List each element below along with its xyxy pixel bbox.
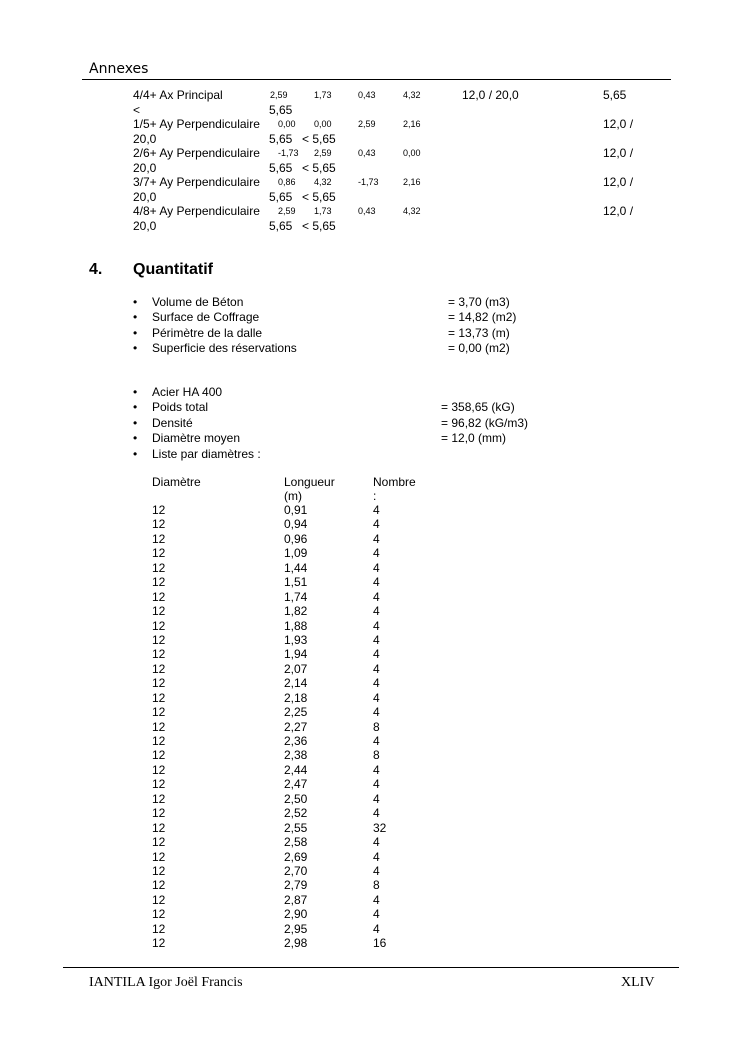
axis-value-3: 0,43 [358, 206, 376, 216]
axis-result: 12,0 / [603, 146, 634, 160]
axis-value-1: -1,73 [278, 148, 299, 158]
cell-longueur: 1,44 [284, 560, 308, 575]
cell-diametre: 12 [152, 661, 166, 676]
cell-longueur: 0,94 [284, 517, 308, 532]
cell-diametre: 12 [152, 748, 166, 763]
cell-longueur: 2,95 [284, 921, 308, 936]
cell-diametre: 12 [152, 907, 166, 922]
axis-wrap-2: 5,65 [269, 161, 293, 175]
cell-diametre: 12 [152, 517, 166, 532]
cell-longueur: 0,91 [284, 503, 308, 517]
bullet-icon: • [133, 385, 138, 399]
cell-nombre: 4 [373, 575, 380, 590]
axis-value-3: 0,43 [358, 148, 376, 158]
cell-longueur: 2,07 [284, 661, 308, 676]
cell-diametre: 12 [152, 604, 166, 619]
cell-nombre: 4 [373, 690, 380, 705]
bullet-icon: • [133, 341, 138, 356]
cell-longueur: 2,27 [284, 719, 308, 734]
axis-name: 3/7+ Ay Perpendiculaire [133, 175, 260, 189]
item-label: Poids total [152, 400, 209, 415]
cell-longueur: 1,74 [284, 589, 308, 604]
cell-longueur: 2,25 [284, 705, 308, 720]
axis-wrap-3: < 5,65 [302, 161, 336, 175]
cell-nombre: 4 [373, 762, 380, 777]
footer-divider [63, 967, 679, 968]
axis-value-4: 2,16 [403, 119, 421, 129]
axis-name: 4/4+ Ax Principal [133, 88, 223, 102]
cell-nombre: 4 [373, 546, 380, 561]
bullet-icon: • [133, 400, 138, 415]
axis-name: 1/5+ Ay Perpendiculaire [133, 117, 260, 131]
cell-nombre: 4 [373, 503, 380, 517]
cell-nombre: 4 [373, 835, 380, 850]
item-value: = 96,82 (kG/m3) [441, 415, 529, 430]
item-value: = 358,65 (kG) [441, 400, 515, 415]
footer-author: IANTILA Igor Joël Francis [89, 975, 243, 990]
axis-value-4: 2,16 [403, 177, 421, 187]
cell-diametre: 12 [152, 589, 166, 604]
axis-wrap-3: < 5,65 [302, 190, 336, 204]
cell-longueur: 2,18 [284, 690, 308, 705]
bullet-icon: • [133, 415, 138, 430]
cell-diametre: 12 [152, 618, 166, 633]
item-value: = 12,0 (mm) [441, 431, 507, 446]
axis-wrap-2: 5,65 [269, 190, 293, 204]
page-header-title: Annexes [89, 61, 149, 77]
cell-longueur: 1,09 [284, 546, 308, 561]
cell-nombre: 32 [373, 820, 387, 835]
axis-result: 12,0 / [603, 204, 634, 218]
item-label: Liste par diamètres : [152, 446, 261, 461]
axis-wrap-3: < 5,65 [302, 219, 336, 233]
cell-diametre: 12 [152, 676, 166, 691]
cell-diametre: 12 [152, 762, 166, 777]
axis-value-2: 2,59 [314, 148, 332, 158]
cell-diametre: 12 [152, 734, 166, 748]
cell-diametre: 12 [152, 849, 166, 864]
cell-nombre: 4 [373, 647, 380, 662]
item-label: Surface de Coffrage [152, 310, 260, 325]
cell-longueur: 1,82 [284, 604, 308, 619]
axis-wrap-2: 5,65 [269, 219, 293, 233]
cell-longueur: 2,47 [284, 777, 308, 792]
axis-value-1: 2,59 [270, 90, 288, 100]
cell-diametre: 12 [152, 531, 166, 546]
axis-value-4: 4,32 [403, 206, 421, 216]
cell-nombre: 4 [373, 560, 380, 575]
bullet-icon: • [133, 446, 138, 461]
cell-nombre: 16 [373, 936, 387, 951]
cell-diametre: 12 [152, 892, 166, 907]
axis-value-1: 0,86 [278, 177, 296, 187]
axis-value-3: 2,59 [358, 119, 376, 129]
axis-name: 2/6+ Ay Perpendiculaire [133, 146, 260, 160]
bullet-icon: • [133, 310, 138, 325]
cell-diametre: 12 [152, 777, 166, 792]
bullet-icon: • [133, 325, 138, 340]
cell-diametre: 12 [152, 806, 166, 821]
cell-diametre: 12 [152, 878, 166, 893]
axis-value-2: 0,00 [314, 119, 332, 129]
axis-value-2: 1,73 [314, 90, 332, 100]
cell-longueur: 2,79 [284, 878, 308, 893]
axis-value-3: -1,73 [358, 177, 379, 187]
cell-nombre: 4 [373, 734, 380, 748]
cell-diametre: 12 [152, 863, 166, 878]
cell-nombre: 8 [373, 748, 380, 763]
header-longueur [284, 475, 335, 503]
axis-value-4: 4,32 [403, 90, 421, 100]
axis-range: 12,0 / 20,0 [462, 88, 519, 102]
cell-nombre: 4 [373, 777, 380, 792]
cell-nombre: 4 [373, 531, 380, 546]
cell-longueur: 2,98 [284, 936, 308, 951]
cell-nombre: 4 [373, 806, 380, 821]
axis-wrap-1: 20,0 [133, 219, 157, 233]
item-value: = 14,82 (m2) [448, 310, 517, 325]
cell-longueur: 2,36 [284, 734, 308, 748]
axis-wrap-1: 20,0 [133, 161, 157, 175]
cell-longueur: 1,88 [284, 618, 308, 633]
item-label: Densité [152, 415, 193, 430]
section-number: 4. [89, 261, 103, 278]
axis-result: 12,0 / [603, 175, 634, 189]
item-label: Superficie des réservations [152, 341, 297, 356]
axis-result: 12,0 / [603, 117, 634, 131]
cell-longueur: 2,70 [284, 863, 308, 878]
axis-value-1: 2,59 [278, 206, 296, 216]
cell-nombre: 4 [373, 589, 380, 604]
cell-diametre: 12 [152, 546, 166, 561]
cell-longueur: 2,55 [284, 820, 308, 835]
cell-diametre: 12 [152, 647, 166, 662]
item-label: Périmètre de la dalle [152, 325, 263, 340]
cell-nombre: 8 [373, 719, 380, 734]
header-diametre: Diamètre [152, 475, 201, 489]
cell-longueur: 2,58 [284, 835, 308, 850]
cell-diametre: 12 [152, 690, 166, 705]
cell-nombre: 8 [373, 878, 380, 893]
cell-diametre: 12 [152, 921, 166, 936]
cell-longueur: 2,38 [284, 748, 308, 763]
cell-nombre: 4 [373, 863, 380, 878]
cell-diametre: 12 [152, 575, 166, 590]
cell-longueur: 2,44 [284, 762, 308, 777]
item-value: = 13,73 (m) [448, 325, 510, 340]
axis-wrap-1: 20,0 [133, 190, 157, 204]
cell-nombre: 4 [373, 705, 380, 720]
cell-longueur: 2,90 [284, 907, 308, 922]
header-divider [82, 79, 671, 80]
bullet-icon: • [133, 431, 138, 446]
cell-diametre: 12 [152, 791, 166, 806]
axis-value-2: 1,73 [314, 206, 332, 216]
cell-nombre: 4 [373, 892, 380, 907]
cell-longueur: 1,93 [284, 632, 308, 647]
cell-nombre: 4 [373, 618, 380, 633]
cell-diametre: 12 [152, 560, 166, 575]
axis-value-1: 0,00 [278, 119, 296, 129]
cell-nombre: 4 [373, 604, 380, 619]
axis-wrap-1: 20,0 [133, 132, 157, 146]
cell-longueur: 2,50 [284, 791, 308, 806]
cell-longueur: 1,94 [284, 647, 308, 662]
cell-nombre: 4 [373, 849, 380, 864]
item-value: = 0,00 (m2) [448, 341, 510, 356]
cell-diametre: 12 [152, 719, 166, 734]
axis-value-2: 4,32 [314, 177, 332, 187]
axis-wrap-1: < [133, 103, 141, 117]
axis-name: 4/8+ Ay Perpendiculaire [133, 204, 260, 218]
cell-longueur: 2,69 [284, 849, 308, 864]
footer-page-number: XLIV [621, 975, 655, 990]
cell-nombre: 4 [373, 907, 380, 922]
axis-wrap-3: < 5,65 [302, 132, 336, 146]
cell-diametre: 12 [152, 835, 166, 850]
axis-wrap-2: 5,65 [269, 132, 293, 146]
item-value: = 3,70 (m3) [448, 295, 510, 309]
item-label: Volume de Béton [152, 295, 244, 309]
cell-longueur: 2,87 [284, 892, 308, 907]
header-longueur-unit: (m) [284, 489, 302, 503]
cell-diametre: 12 [152, 632, 166, 647]
cell-diametre: 12 [152, 503, 166, 517]
cell-longueur: 2,14 [284, 676, 308, 691]
bullet-icon: • [133, 295, 138, 309]
axis-wrap-2: 5,65 [269, 103, 293, 117]
cell-nombre: 4 [373, 661, 380, 676]
cell-longueur: 0,96 [284, 531, 308, 546]
header-nombre: Nombre : [373, 475, 416, 503]
item-label: Acier HA 400 [152, 385, 223, 399]
axis-value-4: 0,00 [403, 148, 421, 158]
cell-nombre: 4 [373, 921, 380, 936]
axis-result: 5,65 [603, 88, 627, 102]
cell-diametre: 12 [152, 705, 166, 720]
cell-diametre: 12 [152, 936, 166, 951]
header-longueur-label: Longueur [284, 475, 335, 489]
cell-longueur: 2,52 [284, 806, 308, 821]
cell-diametre: 12 [152, 820, 166, 835]
cell-nombre: 4 [373, 517, 380, 532]
axis-value-3: 0,43 [358, 90, 376, 100]
cell-nombre: 4 [373, 791, 380, 806]
cell-longueur: 1,51 [284, 575, 308, 590]
section-title: Quantitatif [133, 261, 213, 278]
item-label: Diamètre moyen [152, 431, 241, 446]
cell-nombre: 4 [373, 676, 380, 691]
cell-nombre: 4 [373, 632, 380, 647]
